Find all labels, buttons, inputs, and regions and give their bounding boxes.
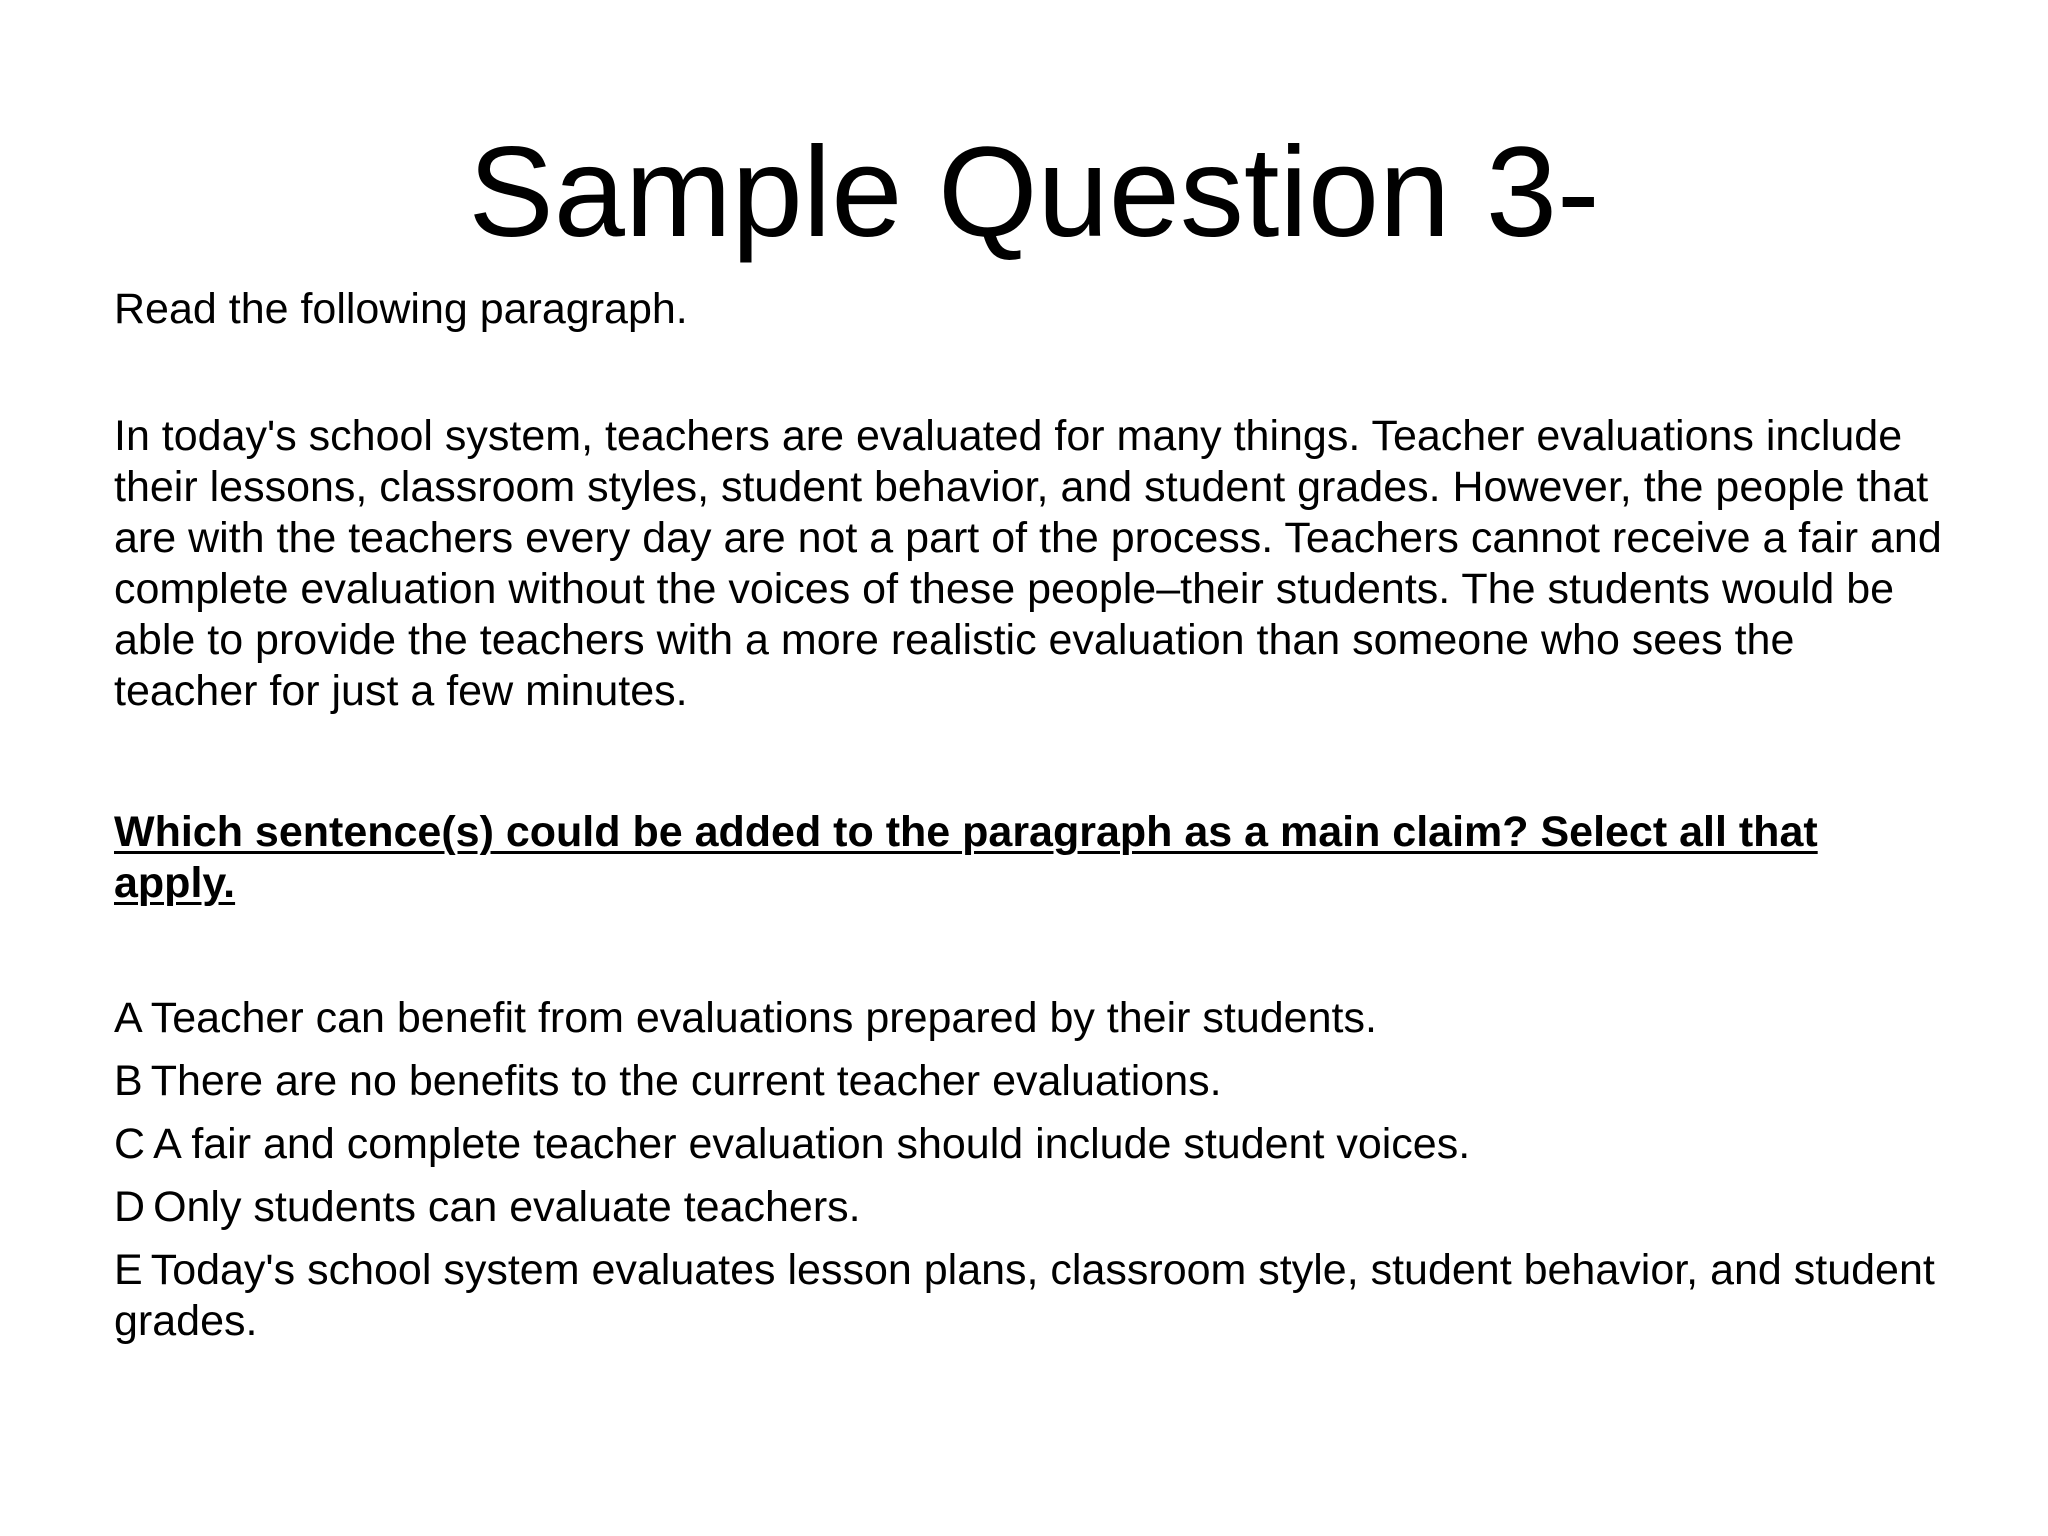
passage-text: In today's school system, teachers are evaluated for many things. Teacher evaluations include their lessons, classroom styles, student behavior, and student grades. However, the people that are with the teachers every day are not a part of the process. Teachers cannot receive a fair and complete evaluation without the voices of these people–their students. The students would be able to provide the teachers with a more realistic evaluation than someone who sees the teacher for just a few minutes. bbox=[114, 412, 1942, 715]
option-text: Today's school system evaluates lesson plans, classroom style, student behavior, and student grades. bbox=[114, 1246, 1935, 1345]
option-letter: C bbox=[114, 1120, 146, 1168]
option-text: A fair and complete teacher evaluation should include student voices. bbox=[153, 1120, 1471, 1168]
answer-option-b[interactable] bbox=[114, 1056, 1944, 1107]
option-letter: E bbox=[114, 1246, 143, 1294]
option-letter: D bbox=[114, 1183, 146, 1231]
answer-option-a[interactable] bbox=[114, 993, 1944, 1044]
option-text: Teacher can benefit from evaluations prepared by their students. bbox=[150, 994, 1377, 1042]
option-letter: A bbox=[114, 994, 143, 1042]
slide-content bbox=[114, 284, 1944, 1359]
slide-title: Sample Question 3- bbox=[468, 121, 1600, 264]
option-letter: B bbox=[114, 1057, 143, 1105]
instruction-text: Read the following paragraph. bbox=[114, 285, 688, 333]
question-prompt: Which sentence(s) could be added to the paragraph as a main claim? Select all that apply. bbox=[114, 808, 1818, 907]
option-text: Only students can evaluate teachers. bbox=[153, 1183, 861, 1231]
answer-option-d[interactable] bbox=[114, 1182, 1944, 1233]
answer-options bbox=[114, 993, 1944, 1347]
answer-option-c[interactable] bbox=[114, 1119, 1944, 1170]
option-text: There are no benefits to the current teacher evaluations. bbox=[150, 1057, 1222, 1105]
answer-option-e[interactable] bbox=[114, 1245, 1944, 1347]
